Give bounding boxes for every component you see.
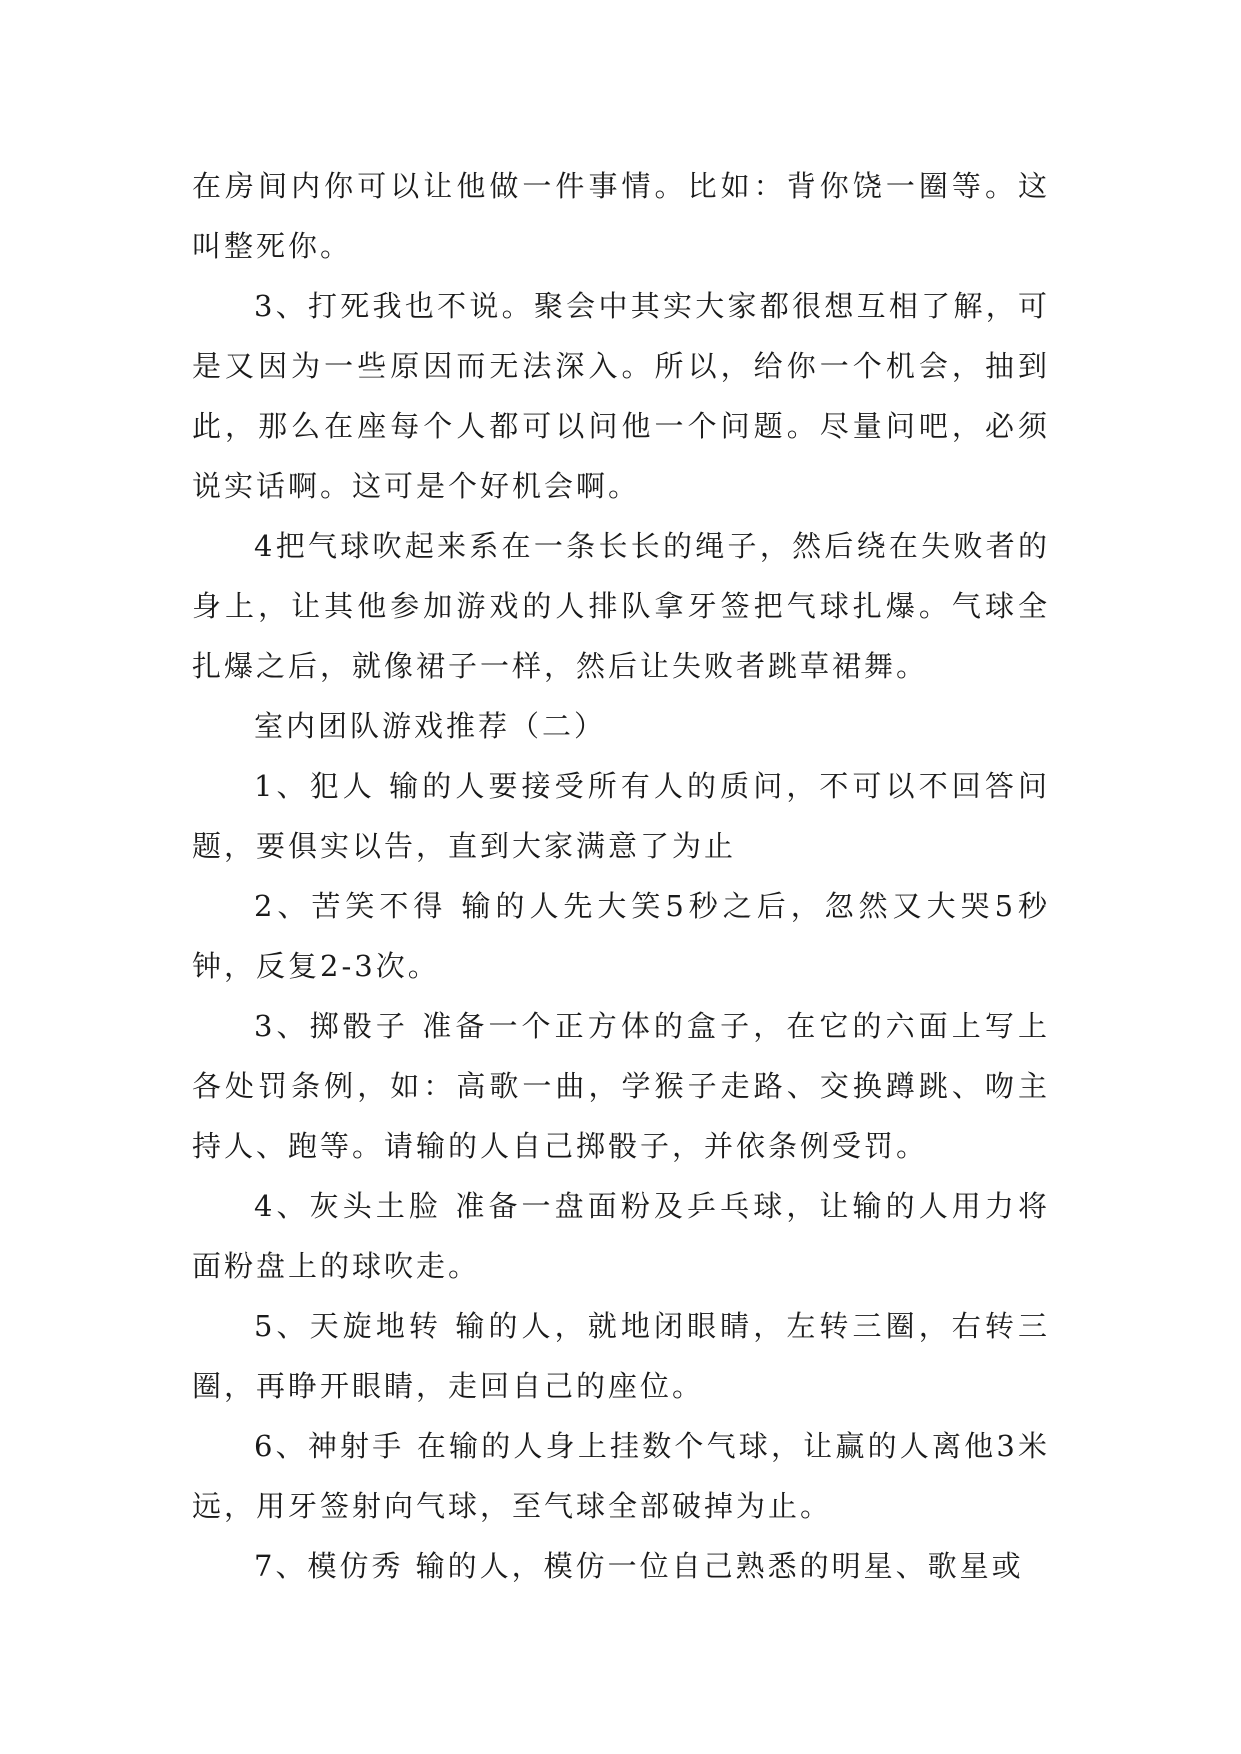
paragraph-item-3-dice: 3、掷骰子 准备一个正方体的盒子，在它的六面上写上各处罚条例，如：高歌一曲，学猴子走路、交换蹲跳、吻主持人、跑等。请输的人自己掷骰子，并依条例受罚。 — [192, 1009, 1050, 1163]
paragraph-item-4-balloon-skirt: 4把气球吹起来系在一条长长的绳子，然后绕在失败者的身上，让其他参加游戏的人排队拿牙签把气球扎爆。气球全扎爆之后，就像裙子一样，然后让失败者跳草裙舞。 — [192, 529, 1050, 683]
section-heading: 室内团队游戏推荐（二） — [254, 709, 607, 743]
document-body — [192, 156, 1050, 1596]
paragraph-item-5-spin: 5、天旋地转 输的人，就地闭眼睛，左转三圈，右转三圈，再睁开眼睛，走回自己的座位。 — [192, 1309, 1050, 1403]
paragraph-item-4-flour: 4、灰头土脸 准备一盘面粉及乒乓球，让输的人用力将面粉盘上的球吹走。 — [192, 1189, 1050, 1283]
paragraph-item-3-silence: 3、打死我也不说。聚会中其实大家都很想互相了解，可是又因为一些原因而无法深入。所以，给你一个机会，抽到此，那么在座每个人都可以问他一个问题。尽量问吧，必须说实话啊。这可是个好机会啊。 — [192, 289, 1050, 503]
paragraph-item-7-imitation: 7、模仿秀 输的人，模仿一位自己熟悉的明星、歌星或 — [254, 1549, 1024, 1583]
paragraph-continuation: 在房间内你可以让他做一件事情。比如：背你饶一圈等。这叫整死你。 — [192, 169, 1050, 263]
paragraph-item-6-sharpshooter: 6、神射手 在输的人身上挂数个气球，让赢的人离他3米远，用牙签射向气球，至气球全部破掉为止。 — [192, 1429, 1050, 1523]
paragraph-item-2-laugh-cry: 2、苦笑不得 输的人先大笑5秒之后，忽然又大哭5秒钟，反复2-3次。 — [192, 889, 1050, 983]
paragraph-item-1-prisoner: 1、犯人 输的人要接受所有人的质问，不可以不回答问题，要俱实以告，直到大家满意了为止 — [192, 769, 1050, 863]
